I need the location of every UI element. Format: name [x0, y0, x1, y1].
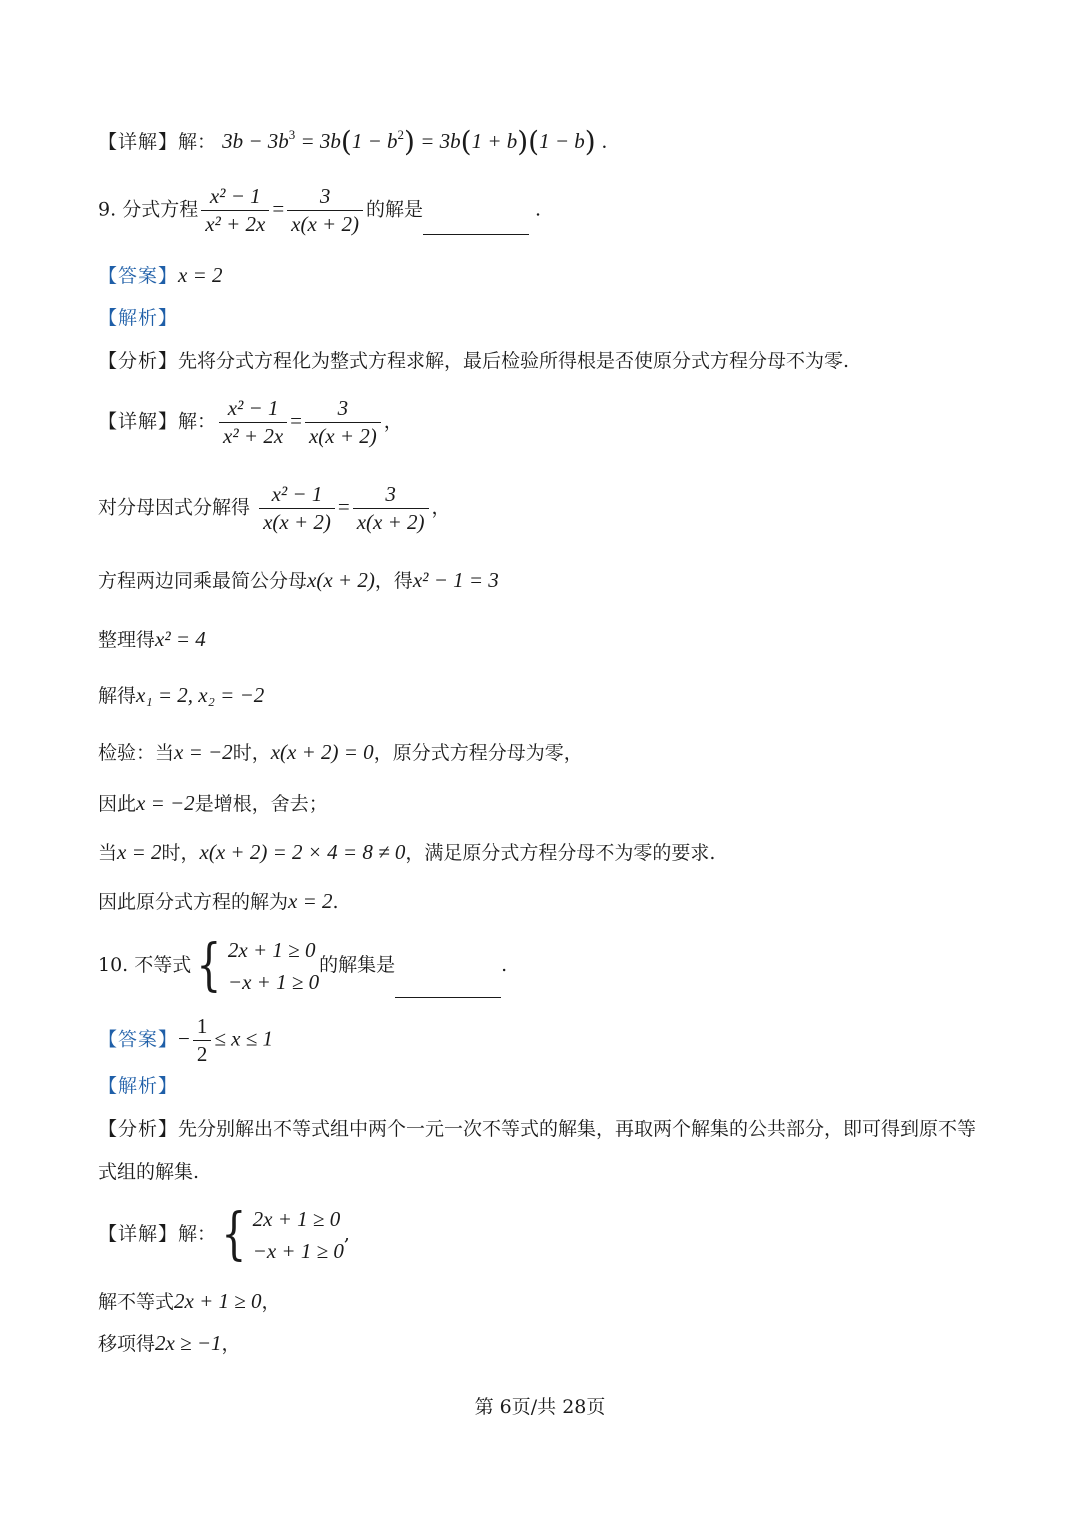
q10-detail-line: 【详解】解： { 2x + 1 ≥ 0 −x + 1 ≥ 0 ,: [98, 1202, 350, 1267]
q9-answer: [98, 265, 223, 286]
expr-part-a: 3b − 3b: [222, 129, 289, 153]
detail-tag: 【详解】: [98, 410, 179, 433]
answer-tag: 【答案】: [98, 265, 179, 287]
fraction: $\frac{3}{x(x + 2)}$: [353, 484, 429, 533]
question-number: 10.: [98, 954, 129, 976]
question-number: 9.: [98, 198, 117, 221]
analysis-tag: 【分析】: [98, 350, 179, 372]
answer-tag: 【答案】: [98, 1028, 179, 1051]
answer-value: x = 2: [178, 263, 223, 287]
jie-label: 解：: [178, 131, 217, 153]
period: .: [601, 129, 608, 153]
q9-reject-line: 因此x = −2是增根，舍去；: [98, 791, 328, 815]
fraction: $\frac{3}{x(x + 2)}$: [305, 398, 381, 447]
q10-answer: 【答案】− $\frac{1}{2}$ ≤ x ≤ 1: [98, 1014, 273, 1066]
page-footer: 第 6页/共 28页: [474, 1396, 606, 1418]
expr-part-c: = 3b: [414, 129, 461, 153]
q9-simplify-line: 整理得x² = 4: [98, 627, 206, 651]
q10-analysis: 【分析】先分别解出不等式组中两个一元一次不等式的解集，再取两个解集的公共部分，即可得到原不等: [98, 1118, 977, 1140]
q10-solve1-line: 解不等式2x + 1 ≥ 0，: [98, 1289, 281, 1313]
detail-tag: 【详解】: [98, 131, 179, 153]
question-stem-tail: 的解是: [365, 198, 423, 221]
inequality-system: { 2x + 1 ≥ 0 −x + 1 ≥ 0: [221, 1202, 344, 1267]
brace-icon: {: [221, 1202, 247, 1267]
q9-detail-line: 【详解】解： $\frac{\text{x² − 1}}{\text{x² + 2x}}$ = $\frac{3}{x(x + 2)}$ ，: [98, 396, 403, 448]
q9-stem: 9. 分式方程 $\frac{\text{x² − 1}}{\text{x² + 2x}}$ = $\frac{3}{x(x + 2)}$ 的解是 .: [98, 184, 542, 236]
analysis-tag: 【分析】: [98, 1118, 179, 1140]
fraction: $\frac{\text{x² − 1}}{\text{x² + 2x}}$: [219, 398, 287, 447]
q9-multiply-line: 方程两边同乘最简公分母x(x + 2)，得x² − 1 = 3: [98, 568, 499, 592]
q9-verify-line: 当x = 2时，x(x + 2) = 2 × 4 = 8 ≠ 0，满足原分式方程分母不为零的要求.: [98, 840, 716, 864]
q10-stem: 10. 不等式 { 2x + 1 ≥ 0 −x + 1 ≥ 0 的解集是 .: [98, 933, 508, 998]
question-stem: 分式方程: [122, 198, 199, 221]
q9-analysis: [98, 352, 849, 371]
q9-analysis-head: [98, 309, 178, 328]
q9-check-line: 检验：当x = −2时，x(x + 2) = 0，原分式方程分母为零，: [98, 740, 583, 764]
fraction: $\frac{\text{x² − 1}}{x(x + 2)}$: [259, 484, 335, 533]
answer-blank: [395, 979, 501, 998]
q9-factor-line: 对分母因式分解得 $\frac{\text{x² − 1}}{x(x + 2)}$ = $\frac{3}{x(x + 2)}$ ，: [98, 482, 451, 534]
fraction: $\frac{\text{x² − 1}}{\text{x² + 2x}}$: [201, 186, 269, 235]
fraction: $\frac{1}{2}$: [193, 1016, 212, 1065]
answer-blank: [423, 216, 529, 235]
analysis-text: 先将分式方程化为整式方程求解，最后检验所得根是否使原分式方程分母不为零.: [178, 350, 850, 372]
question-stem: 不等式: [134, 954, 192, 976]
q10-analysis-cont: 式组的解集.: [98, 1161, 200, 1183]
inequality-system: { 2x + 1 ≥ 0 −x + 1 ≥ 0: [196, 933, 320, 998]
q10-move-line: 移项得2x ≥ −1，: [98, 1331, 241, 1355]
brace-icon: {: [196, 933, 222, 998]
analysis-head-tag: 【解析】: [98, 1075, 179, 1097]
analysis-head-tag: 【解析】: [98, 307, 179, 329]
q9-conclusion-line: 因此原分式方程的解为x = 2.: [98, 889, 339, 913]
q8-detail-line: 【详解】解： $3b - 3b^3 = 3b(1 - b^2) = 3b(1 + b)(1 - b)$ .: [98, 125, 608, 158]
factor-text: 对分母因式分解得: [98, 496, 251, 519]
paren-1: 1 − b: [351, 129, 398, 153]
expr-part-b: = 3b: [295, 129, 341, 153]
paren-2: 1 + b: [471, 129, 518, 153]
detail-tag: 【详解】: [98, 1223, 179, 1245]
q10-analysis-head: [98, 1077, 178, 1096]
exponent: 3: [288, 127, 296, 142]
q9-solve-line: 解得x₁ = 2, x₂ = −2: [98, 683, 265, 707]
exponent: 2: [397, 127, 405, 142]
fraction: $\frac{3}{x(x + 2)}$: [287, 186, 363, 235]
paren-3: 1 − b: [539, 129, 585, 153]
